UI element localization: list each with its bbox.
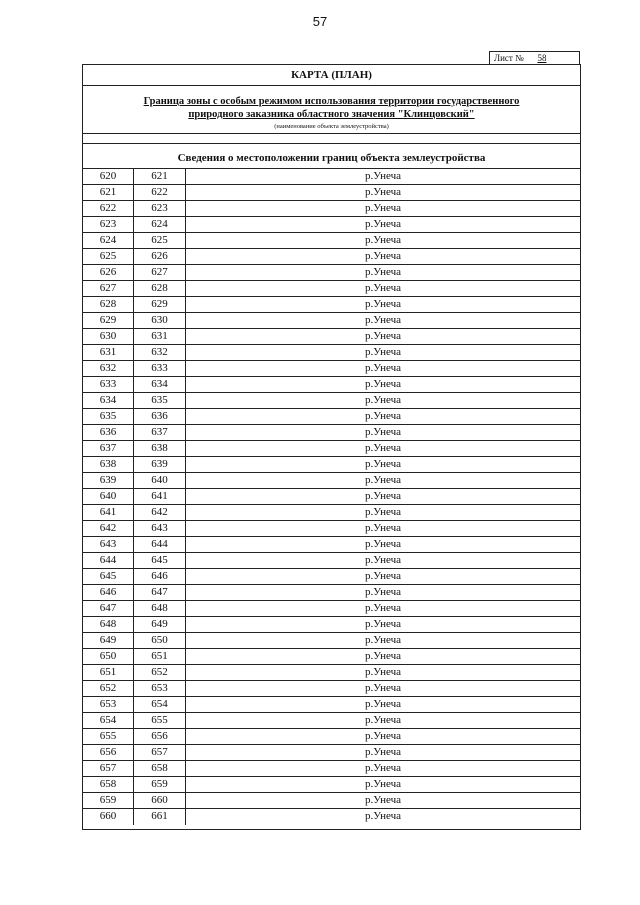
table-row	[83, 265, 580, 281]
object-name	[83, 95, 580, 121]
boundary-description: р.Унеча	[365, 346, 401, 358]
point-from: 643	[83, 537, 134, 552]
point-from: 641	[83, 505, 134, 520]
point-to: 657	[134, 745, 186, 760]
point-from: 655	[83, 729, 134, 744]
divider	[83, 85, 580, 86]
point-to: 654	[134, 697, 186, 712]
boundary-description: р.Унеча	[365, 266, 401, 278]
point-to: 639	[134, 457, 186, 472]
point-from: 622	[83, 201, 134, 216]
point-from: 640	[83, 489, 134, 504]
table-row	[83, 281, 580, 297]
table-row	[83, 377, 580, 393]
table-row	[83, 489, 580, 505]
boundary-description: р.Унеча	[365, 490, 401, 502]
point-to: 622	[134, 185, 186, 200]
point-to: 651	[134, 649, 186, 664]
point-to: 655	[134, 713, 186, 728]
table-row	[83, 169, 580, 185]
point-from: 646	[83, 585, 134, 600]
point-to: 658	[134, 761, 186, 776]
table-row	[83, 569, 580, 585]
boundary-description: р.Унеча	[365, 666, 401, 678]
table-row	[83, 809, 580, 825]
point-from: 633	[83, 377, 134, 392]
point-to: 641	[134, 489, 186, 504]
point-from: 659	[83, 793, 134, 808]
table-row	[83, 249, 580, 265]
point-from: 647	[83, 601, 134, 616]
point-to: 644	[134, 537, 186, 552]
table-row	[83, 441, 580, 457]
point-to: 621	[134, 169, 186, 184]
point-from: 620	[83, 169, 134, 184]
table-row	[83, 697, 580, 713]
sheet-number: 58	[537, 53, 547, 63]
table-row	[83, 505, 580, 521]
boundary-description: р.Унеча	[365, 410, 401, 422]
point-from: 635	[83, 409, 134, 424]
boundary-description: р.Унеча	[365, 442, 401, 454]
object-name-caption: (наименование объекта землеустройства)	[274, 123, 389, 130]
point-to: 642	[134, 505, 186, 520]
table-row	[83, 585, 580, 601]
divider	[83, 143, 580, 144]
point-to: 632	[134, 345, 186, 360]
boundary-description: р.Унеча	[365, 202, 401, 214]
point-to: 660	[134, 793, 186, 808]
point-from: 660	[83, 809, 134, 825]
boundary-description: р.Унеча	[365, 218, 401, 230]
point-to: 627	[134, 265, 186, 280]
point-to: 623	[134, 201, 186, 216]
point-from: 650	[83, 649, 134, 664]
point-from: 625	[83, 249, 134, 264]
point-to: 626	[134, 249, 186, 264]
point-from: 649	[83, 633, 134, 648]
table-row	[83, 393, 580, 409]
boundary-description: р.Унеча	[365, 586, 401, 598]
point-from: 648	[83, 617, 134, 632]
sheet-number-box	[489, 51, 580, 64]
table-row	[83, 409, 580, 425]
point-from: 651	[83, 665, 134, 680]
point-from: 623	[83, 217, 134, 232]
point-from: 636	[83, 425, 134, 440]
table-row	[83, 297, 580, 313]
boundary-description: р.Унеча	[365, 794, 401, 806]
point-to: 637	[134, 425, 186, 440]
boundary-description: р.Унеча	[365, 378, 401, 390]
point-from: 639	[83, 473, 134, 488]
table-row	[83, 777, 580, 793]
boundary-description: р.Унеча	[365, 250, 401, 262]
boundary-description: р.Унеча	[365, 362, 401, 374]
table-row	[83, 601, 580, 617]
boundary-description: р.Унеча	[365, 618, 401, 630]
point-from: 632	[83, 361, 134, 376]
table-row	[83, 633, 580, 649]
table-row	[83, 425, 580, 441]
boundary-description: р.Унеча	[365, 730, 401, 742]
point-from: 657	[83, 761, 134, 776]
point-from: 629	[83, 313, 134, 328]
point-to: 636	[134, 409, 186, 424]
point-to: 630	[134, 313, 186, 328]
boundary-description: р.Унеча	[365, 522, 401, 534]
point-to: 652	[134, 665, 186, 680]
point-from: 626	[83, 265, 134, 280]
table-row	[83, 537, 580, 553]
point-from: 645	[83, 569, 134, 584]
boundary-description: р.Унеча	[365, 170, 401, 182]
point-to: 631	[134, 329, 186, 344]
point-to: 648	[134, 601, 186, 616]
boundary-description: р.Унеча	[365, 634, 401, 646]
table-row	[83, 233, 580, 249]
point-to: 635	[134, 393, 186, 408]
table-row	[83, 553, 580, 569]
point-to: 649	[134, 617, 186, 632]
point-from: 637	[83, 441, 134, 456]
sheet-label: Лист №	[494, 53, 524, 63]
point-to: 628	[134, 281, 186, 296]
point-to: 656	[134, 729, 186, 744]
point-to: 640	[134, 473, 186, 488]
boundary-description: р.Унеча	[365, 282, 401, 294]
point-from: 638	[83, 457, 134, 472]
table-row	[83, 457, 580, 473]
table-row	[83, 345, 580, 361]
point-to: 653	[134, 681, 186, 696]
point-to: 661	[134, 809, 186, 825]
point-to: 634	[134, 377, 186, 392]
point-from: 644	[83, 553, 134, 568]
boundary-description: р.Унеча	[365, 746, 401, 758]
point-from: 654	[83, 713, 134, 728]
point-from: 627	[83, 281, 134, 296]
boundary-description: р.Унеча	[365, 554, 401, 566]
boundary-description: р.Унеча	[365, 698, 401, 710]
point-to: 638	[134, 441, 186, 456]
divider	[83, 133, 580, 134]
table-row	[83, 217, 580, 233]
point-from: 634	[83, 393, 134, 408]
boundary-description: р.Унеча	[365, 458, 401, 470]
point-to: 643	[134, 521, 186, 536]
table-row	[83, 521, 580, 537]
table-row	[83, 761, 580, 777]
table-row	[83, 329, 580, 345]
boundary-description: р.Унеча	[365, 602, 401, 614]
document-frame	[82, 64, 581, 830]
document-title: КАРТА (ПЛАН)	[291, 69, 372, 81]
table-row	[83, 313, 580, 329]
point-from: 642	[83, 521, 134, 536]
boundary-description: р.Унеча	[365, 810, 401, 822]
boundary-description: р.Унеча	[365, 314, 401, 326]
point-to: 633	[134, 361, 186, 376]
page-number: 57	[312, 14, 328, 29]
point-to: 650	[134, 633, 186, 648]
point-from: 652	[83, 681, 134, 696]
point-from: 653	[83, 697, 134, 712]
boundary-description: р.Унеча	[365, 762, 401, 774]
section-title: Сведения о местоположении границ объекта землеустройства	[177, 152, 486, 164]
boundary-description: р.Унеча	[365, 570, 401, 582]
point-from: 621	[83, 185, 134, 200]
object-name-line-1: Граница зоны с особым режимом использования территории государственного	[143, 96, 520, 107]
table-row	[83, 617, 580, 633]
boundary-table	[83, 169, 580, 825]
table-row	[83, 665, 580, 681]
boundary-description: р.Унеча	[365, 682, 401, 694]
point-from: 656	[83, 745, 134, 760]
boundary-description: р.Унеча	[365, 186, 401, 198]
boundary-description: р.Унеча	[365, 778, 401, 790]
object-name-line-2: природного заказника областного значения "Клинцовский"	[188, 109, 475, 120]
table-row	[83, 745, 580, 761]
point-to: 646	[134, 569, 186, 584]
boundary-description: р.Унеча	[365, 298, 401, 310]
point-to: 624	[134, 217, 186, 232]
table-row	[83, 473, 580, 489]
table-row	[83, 649, 580, 665]
table-row	[83, 793, 580, 809]
boundary-description: р.Унеча	[365, 330, 401, 342]
point-from: 631	[83, 345, 134, 360]
table-row	[83, 681, 580, 697]
table-row	[83, 185, 580, 201]
table-row	[83, 361, 580, 377]
point-to: 645	[134, 553, 186, 568]
table-row	[83, 201, 580, 217]
boundary-description: р.Унеча	[365, 650, 401, 662]
point-to: 629	[134, 297, 186, 312]
table-row	[83, 713, 580, 729]
point-to: 647	[134, 585, 186, 600]
point-from: 628	[83, 297, 134, 312]
boundary-description: р.Унеча	[365, 538, 401, 550]
boundary-description: р.Унеча	[365, 426, 401, 438]
boundary-description: р.Унеча	[365, 394, 401, 406]
boundary-description: р.Унеча	[365, 506, 401, 518]
point-to: 625	[134, 233, 186, 248]
boundary-description: р.Унеча	[365, 234, 401, 246]
point-from: 658	[83, 777, 134, 792]
table-row	[83, 729, 580, 745]
boundary-description: р.Унеча	[365, 474, 401, 486]
point-to: 659	[134, 777, 186, 792]
boundary-description: р.Унеча	[365, 714, 401, 726]
point-from: 624	[83, 233, 134, 248]
point-from: 630	[83, 329, 134, 344]
